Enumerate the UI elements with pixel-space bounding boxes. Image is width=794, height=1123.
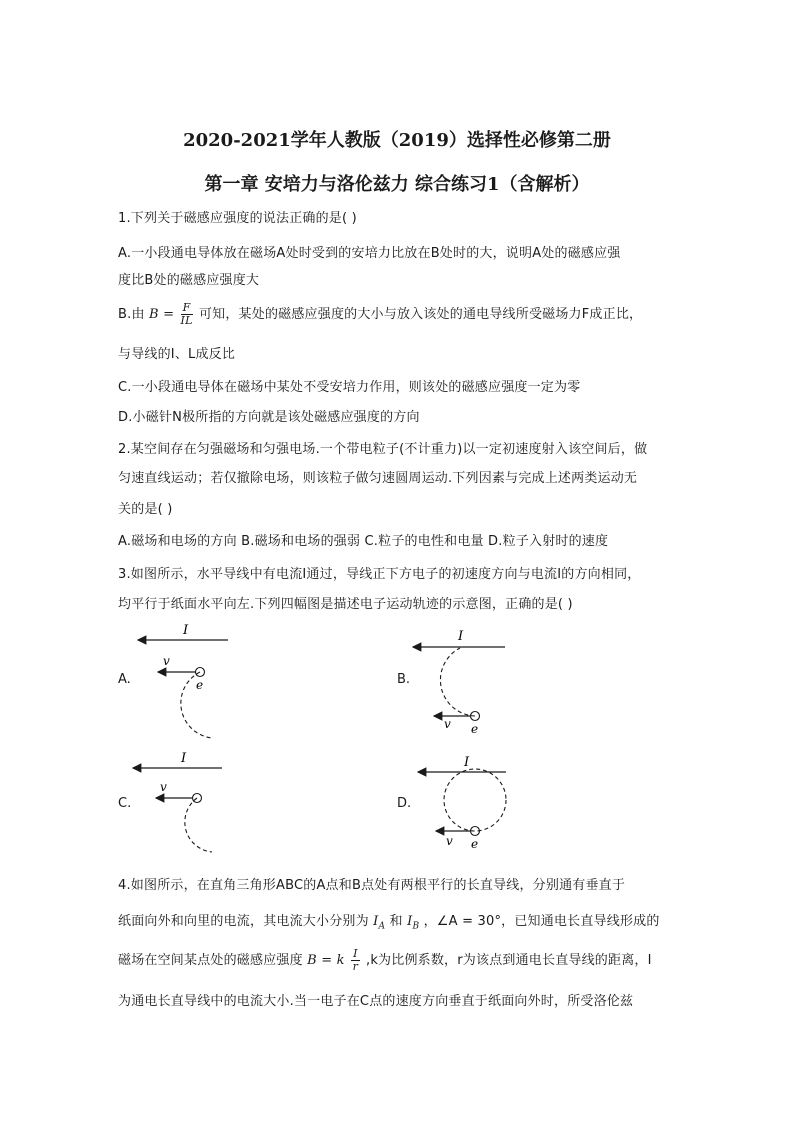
q3-line-2: 均平行于纸面水平向左.下列四幅图是描述电子运动轨迹的示意图，正确的是( ) xyxy=(118,597,573,612)
q4-current-b: $I_B$ xyxy=(407,914,420,932)
q1-formula-denominator: IL xyxy=(180,314,193,327)
q3-option-a-label: A. xyxy=(118,672,131,687)
diagram-c-current-label: I xyxy=(181,751,187,766)
diagram-b xyxy=(413,629,505,736)
q1-option-a-line1: A.一小段通电导体放在磁场A处时受到的安培力比放在B处时的大，说明A处的磁感应强 xyxy=(118,246,621,261)
q4-line-3-text: 磁场在空间某点处的磁感应强度 xyxy=(118,953,303,968)
q1-option-c: C.一小段通电导体在磁场中某处不受安培力作用，则该处的磁感应强度一定为零 xyxy=(118,380,581,395)
diagram-d-electron-label: e xyxy=(471,837,479,851)
q1-option-a-line2: 度比B处的磁感应强度大 xyxy=(118,273,260,288)
q4-formula-denominator: r xyxy=(352,960,359,973)
q4-current-a: $I_A$ xyxy=(373,914,386,932)
diagram-c xyxy=(133,751,222,852)
q2-line-2: 匀速直线运动；若仅撤除电场，则该粒子做匀速圆周运动.下列因素与完成上述两类运动无 xyxy=(118,471,638,486)
q4-formula-lhs: B = k xyxy=(307,953,345,968)
diagram-a-current-label: I xyxy=(183,623,189,638)
q4-line-2-text: 纸面向外和向里的电流，其电流大小分别为 xyxy=(118,914,369,929)
diagram-c-trajectory xyxy=(185,798,212,852)
q3-option-c-label: C. xyxy=(118,796,132,811)
q4-line-4: 为通电长直导线中的电流大小.当一电子在C点的速度方向垂直于纸面向外时，所受洛伦兹 xyxy=(118,994,634,1009)
q3-option-b-label: B. xyxy=(397,672,411,687)
q1-option-b-prefix: B.由 xyxy=(118,307,145,322)
q1-option-b-suffix: 可知，某处的磁感应强度的大小与放入该处的通电导线所受磁场力F成正比， xyxy=(198,307,643,322)
q2-line-1: 2.某空间存在匀强磁场和匀强电场.一个带电粒子(不计重力)以一定初速度射入该空间后，做 xyxy=(118,442,648,457)
q2-options: A.磁场和电场的方向 B.磁场和电场的强弱 C.粒子的电性和电量 D.粒子入射时的速度 xyxy=(118,534,609,549)
q1-formula-lhs: B = xyxy=(149,307,175,322)
q4-and: 和 xyxy=(389,914,403,929)
diagram-d xyxy=(418,755,506,851)
q4-line-3 xyxy=(118,948,652,973)
diagram-d-velocity-label: v xyxy=(446,834,453,848)
q1-formula-numerator: F xyxy=(181,302,193,315)
q1-option-d: D.小磁针N极所指的方向就是该处磁感应强度的方向 xyxy=(118,410,420,425)
q4-line-1: 4.如图所示，在直角三角形ABC的A点和B点处有两根平行的长直导线，分别通有垂直于 xyxy=(118,878,626,893)
diagram-a xyxy=(138,623,228,738)
q4-line-2 xyxy=(118,910,660,932)
diagram-a-velocity-label: v xyxy=(163,654,170,668)
diagram-a-electron-label: e xyxy=(196,678,204,692)
q3-line-1: 3.如图所示，水平导线中有电流I通过，导线正下方电子的初速度方向与电流I的方向相同， xyxy=(118,567,641,582)
q4-formula-numerator: I xyxy=(353,947,358,960)
title-line-2: 第一章 安培力与洛伦兹力 综合练习1（含解析） xyxy=(204,174,590,195)
diagram-b-trajectory xyxy=(440,648,475,716)
diagram-b-current-label: I xyxy=(458,629,464,644)
q1-option-b-line2: 与导线的I、L成反比 xyxy=(118,347,236,362)
diagram-d-current-label: I xyxy=(464,755,470,770)
q3-option-d-label: D. xyxy=(397,796,412,811)
title-line-1: 2020-2021学年人教版（2019）选择性必修第二册 xyxy=(183,130,611,151)
diagram-d-trajectory xyxy=(444,769,506,831)
q4-formula-fraction xyxy=(351,948,360,973)
q1-stem: 1.下列关于磁感应强度的说法正确的是( ) xyxy=(118,211,357,226)
q4-angle-text: ，∠A = 30°，已知通电长直导线形成的 xyxy=(423,914,660,929)
diagram-c-velocity-label: v xyxy=(160,780,167,794)
diagram-b-electron-label: e xyxy=(471,722,479,736)
q4-line-3-suffix: ,k为比例系数，r为该点到通电长直导线的距离，I xyxy=(365,953,652,968)
diagram-b-velocity-label: v xyxy=(444,717,451,731)
q2-line-3: 关的是( ) xyxy=(118,502,173,517)
